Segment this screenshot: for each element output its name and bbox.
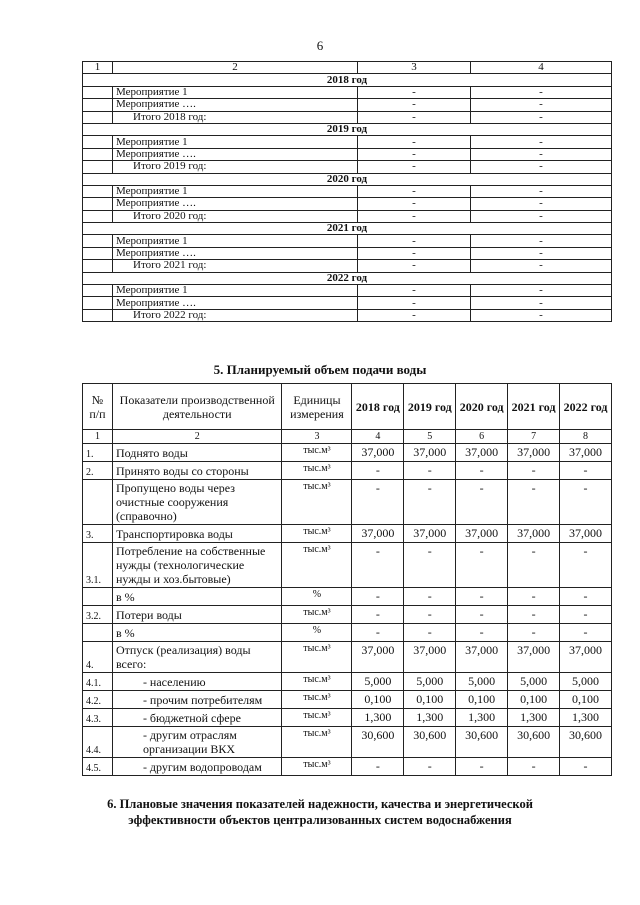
row-value: -: [456, 758, 508, 776]
row-unit: тыс.м³: [282, 691, 352, 709]
num-cell: [83, 161, 113, 173]
value-cell: -: [358, 111, 471, 123]
row-name: Потери воды: [112, 606, 282, 624]
table-row: [83, 444, 612, 462]
row-value: 37,000: [404, 525, 456, 543]
row-value: -: [404, 588, 456, 606]
value-cell: -: [358, 148, 471, 160]
row-value: -: [352, 543, 404, 588]
num-cell: [83, 260, 113, 272]
row-value: 0,100: [352, 691, 404, 709]
table-row: [83, 210, 612, 222]
year-row: [83, 272, 612, 284]
value-cell: -: [471, 260, 612, 272]
row-value: -: [456, 480, 508, 525]
row-value: -: [508, 462, 560, 480]
row-value: 37,000: [508, 642, 560, 673]
section-6-title: [0, 796, 640, 828]
row-num: 3.2.: [83, 606, 113, 624]
table-row: [83, 606, 612, 624]
row-value: 37,000: [508, 444, 560, 462]
header-cell: 4: [471, 62, 612, 74]
row-value: 37,000: [560, 525, 612, 543]
row-name: - населению: [112, 673, 282, 691]
row-value: -: [456, 624, 508, 642]
section-6-title-line1: 6. Плановые значения показателей надежности, качества и энергетической: [107, 797, 533, 811]
value-cell: -: [358, 161, 471, 173]
value-cell: -: [471, 285, 612, 297]
row-value: 37,000: [352, 444, 404, 462]
row-unit: тыс.м³: [282, 673, 352, 691]
row-name: - другим водопроводам: [112, 758, 282, 776]
year-row: [83, 74, 612, 86]
value-cell: -: [358, 198, 471, 210]
index-row: [83, 430, 612, 444]
row-value: 1,300: [456, 709, 508, 727]
value-cell: -: [358, 136, 471, 148]
table-row: [83, 161, 612, 173]
row-unit: тыс.м³: [282, 606, 352, 624]
row-num: 4.1.: [83, 673, 113, 691]
year-cell: 2018 год: [83, 74, 612, 86]
row-num: [83, 480, 113, 525]
num-cell: [83, 198, 113, 210]
row-value: 37,000: [456, 642, 508, 673]
row-name: Потребление на собственные нужды (технологические нужды и хоз.бытовые): [112, 543, 282, 588]
table-row: [83, 247, 612, 259]
num-cell: [83, 111, 113, 123]
row-num: 1.: [83, 444, 113, 462]
value-cell: -: [471, 235, 612, 247]
row-value: -: [456, 588, 508, 606]
table-row: [83, 727, 612, 758]
index-cell: 7: [508, 430, 560, 444]
row-num: 4.4.: [83, 727, 113, 758]
row-value: -: [508, 543, 560, 588]
table-row: [83, 758, 612, 776]
section-6-title-line2: эффективности объектов централизованных систем водоснабжения: [128, 813, 512, 827]
value-cell: -: [471, 297, 612, 309]
row-value: 0,100: [456, 691, 508, 709]
row-value: 5,000: [404, 673, 456, 691]
name-cell: Мероприятие ….: [113, 247, 358, 259]
value-cell: -: [471, 148, 612, 160]
name-cell: Итого 2020 год:: [113, 210, 358, 222]
row-value: 0,100: [560, 691, 612, 709]
row-name: Пропущено воды через очистные сооружения (справочно): [112, 480, 282, 525]
row-value: 1,300: [560, 709, 612, 727]
row-unit: тыс.м³: [282, 642, 352, 673]
table-row: [83, 309, 612, 321]
row-value: -: [560, 588, 612, 606]
row-value: -: [560, 624, 612, 642]
table-header-row: [83, 384, 612, 430]
header-num: № п/п: [83, 384, 113, 430]
index-cell: 6: [456, 430, 508, 444]
year-cell: 2021 год: [83, 223, 612, 235]
section-5-title: 5. Планируемый объем подачи воды: [213, 362, 427, 377]
row-value: 0,100: [404, 691, 456, 709]
row-name: - бюджетной сфере: [112, 709, 282, 727]
num-cell: [83, 86, 113, 98]
name-cell: Мероприятие 1: [113, 86, 358, 98]
row-value: -: [352, 606, 404, 624]
row-value: -: [352, 480, 404, 525]
row-value: -: [508, 758, 560, 776]
row-unit: тыс.м³: [282, 462, 352, 480]
row-value: 37,000: [404, 642, 456, 673]
name-cell: Итого 2019 год:: [113, 161, 358, 173]
name-cell: Итого 2022 год:: [113, 309, 358, 321]
row-value: -: [404, 758, 456, 776]
row-name: Транспортировка воды: [112, 525, 282, 543]
value-cell: -: [471, 185, 612, 197]
name-cell: Итого 2018 год:: [113, 111, 358, 123]
table-row: [83, 691, 612, 709]
table-row: [83, 260, 612, 272]
table-row: [83, 198, 612, 210]
header-cell: 1: [83, 62, 113, 74]
row-value: -: [456, 462, 508, 480]
row-unit: %: [282, 624, 352, 642]
row-name: в %: [112, 624, 282, 642]
row-value: 37,000: [352, 642, 404, 673]
table-row: [83, 111, 612, 123]
value-cell: -: [358, 247, 471, 259]
value-cell: -: [471, 161, 612, 173]
value-cell: -: [358, 297, 471, 309]
row-value: -: [352, 624, 404, 642]
row-value: 30,600: [456, 727, 508, 758]
row-value: -: [352, 588, 404, 606]
value-cell: -: [471, 309, 612, 321]
row-value: -: [560, 480, 612, 525]
row-value: -: [456, 543, 508, 588]
row-value: -: [508, 606, 560, 624]
year-row: [83, 123, 612, 135]
row-value: -: [560, 758, 612, 776]
row-value: -: [404, 480, 456, 525]
row-value: -: [404, 543, 456, 588]
index-cell: 8: [560, 430, 612, 444]
row-value: -: [352, 758, 404, 776]
row-value: -: [560, 606, 612, 624]
num-cell: [83, 210, 113, 222]
year-cell: 2020 год: [83, 173, 612, 185]
year-cell: 2022 год: [83, 272, 612, 284]
table-row: [83, 673, 612, 691]
row-num: 4.3.: [83, 709, 113, 727]
row-value: 37,000: [560, 642, 612, 673]
year-cell: 2019 год: [83, 123, 612, 135]
row-value: -: [352, 462, 404, 480]
row-unit: тыс.м³: [282, 444, 352, 462]
row-name: Отпуск (реализация) воды всего:: [112, 642, 282, 673]
header-unit: Единицы измерения: [282, 384, 352, 430]
table-header-row: [83, 62, 612, 74]
name-cell: Мероприятие 1: [113, 185, 358, 197]
page-number: 6: [316, 38, 324, 53]
row-unit: тыс.м³: [282, 758, 352, 776]
header-year: 2020 год: [456, 384, 508, 430]
value-cell: -: [358, 86, 471, 98]
name-cell: Мероприятие 1: [113, 136, 358, 148]
value-cell: -: [358, 235, 471, 247]
row-value: 37,000: [560, 444, 612, 462]
value-cell: -: [358, 210, 471, 222]
value-cell: -: [471, 136, 612, 148]
row-value: 5,000: [352, 673, 404, 691]
row-value: 1,300: [352, 709, 404, 727]
value-cell: -: [358, 185, 471, 197]
row-value: 30,600: [352, 727, 404, 758]
table-row: [83, 148, 612, 160]
row-name: в %: [112, 588, 282, 606]
num-cell: [83, 309, 113, 321]
table-row: [83, 543, 612, 588]
num-cell: [83, 285, 113, 297]
table-row: [83, 235, 612, 247]
row-num: [83, 624, 113, 642]
header-cell: 2: [113, 62, 358, 74]
row-value: 5,000: [456, 673, 508, 691]
table-row: [83, 297, 612, 309]
row-value: 30,600: [404, 727, 456, 758]
row-name: - другим отраслям организации ВКХ: [112, 727, 282, 758]
index-cell: 3: [282, 430, 352, 444]
header-year: 2019 год: [404, 384, 456, 430]
row-value: 37,000: [352, 525, 404, 543]
num-cell: [83, 99, 113, 111]
header-year: 2022 год: [560, 384, 612, 430]
num-cell: [83, 235, 113, 247]
row-name: Принято воды со стороны: [112, 462, 282, 480]
row-value: -: [560, 462, 612, 480]
table-row: [83, 480, 612, 525]
header-year: 2018 год: [352, 384, 404, 430]
table-row: [83, 136, 612, 148]
row-unit: тыс.м³: [282, 480, 352, 525]
row-value: 0,100: [508, 691, 560, 709]
row-value: 1,300: [404, 709, 456, 727]
water-supply-table: [82, 383, 612, 776]
index-cell: 4: [352, 430, 404, 444]
events-table: [82, 61, 612, 322]
value-cell: -: [471, 198, 612, 210]
value-cell: -: [358, 99, 471, 111]
row-value: -: [508, 588, 560, 606]
num-cell: [83, 136, 113, 148]
table-row: [83, 285, 612, 297]
header-year: 2021 год: [508, 384, 560, 430]
row-value: -: [508, 624, 560, 642]
row-name: Поднято воды: [112, 444, 282, 462]
num-cell: [83, 185, 113, 197]
num-cell: [83, 148, 113, 160]
row-num: 4.2.: [83, 691, 113, 709]
row-num: 3.1.: [83, 543, 113, 588]
row-value: -: [404, 606, 456, 624]
table-row: [83, 185, 612, 197]
value-cell: -: [471, 99, 612, 111]
value-cell: -: [358, 285, 471, 297]
row-value: 37,000: [508, 525, 560, 543]
row-value: -: [404, 462, 456, 480]
table-row: [83, 462, 612, 480]
num-cell: [83, 247, 113, 259]
table-row: [83, 624, 612, 642]
name-cell: Мероприятие ….: [113, 297, 358, 309]
row-num: 4.: [83, 642, 113, 673]
row-value: 30,600: [508, 727, 560, 758]
value-cell: -: [471, 247, 612, 259]
table-row: [83, 709, 612, 727]
row-value: 5,000: [560, 673, 612, 691]
row-num: 4.5.: [83, 758, 113, 776]
row-value: 30,600: [560, 727, 612, 758]
row-num: 3.: [83, 525, 113, 543]
name-cell: Мероприятие ….: [113, 198, 358, 210]
name-cell: Мероприятие 1: [113, 285, 358, 297]
row-num: [83, 588, 113, 606]
row-num: 2.: [83, 462, 113, 480]
index-cell: 1: [83, 430, 113, 444]
year-row: [83, 223, 612, 235]
name-cell: Мероприятие ….: [113, 99, 358, 111]
header-cell: 3: [358, 62, 471, 74]
value-cell: -: [471, 111, 612, 123]
table-row: [83, 588, 612, 606]
name-cell: Итого 2021 год:: [113, 260, 358, 272]
row-value: 37,000: [404, 444, 456, 462]
table-row: [83, 642, 612, 673]
row-unit: тыс.м³: [282, 727, 352, 758]
row-value: 5,000: [508, 673, 560, 691]
row-unit: тыс.м³: [282, 525, 352, 543]
row-value: -: [560, 543, 612, 588]
index-cell: 2: [112, 430, 282, 444]
index-cell: 5: [404, 430, 456, 444]
row-value: 1,300: [508, 709, 560, 727]
value-cell: -: [471, 86, 612, 98]
year-row: [83, 173, 612, 185]
row-unit: %: [282, 588, 352, 606]
row-unit: тыс.м³: [282, 709, 352, 727]
table-row: [83, 99, 612, 111]
row-value: 37,000: [456, 525, 508, 543]
num-cell: [83, 297, 113, 309]
name-cell: Мероприятие ….: [113, 148, 358, 160]
row-name: - прочим потребителям: [112, 691, 282, 709]
row-value: -: [508, 480, 560, 525]
table-row: [83, 525, 612, 543]
value-cell: -: [471, 210, 612, 222]
name-cell: Мероприятие 1: [113, 235, 358, 247]
value-cell: -: [358, 309, 471, 321]
row-value: 37,000: [456, 444, 508, 462]
header-name: Показатели производственной деятельности: [112, 384, 282, 430]
value-cell: -: [358, 260, 471, 272]
row-value: -: [456, 606, 508, 624]
row-value: -: [404, 624, 456, 642]
table-row: [83, 86, 612, 98]
row-unit: тыс.м³: [282, 543, 352, 588]
